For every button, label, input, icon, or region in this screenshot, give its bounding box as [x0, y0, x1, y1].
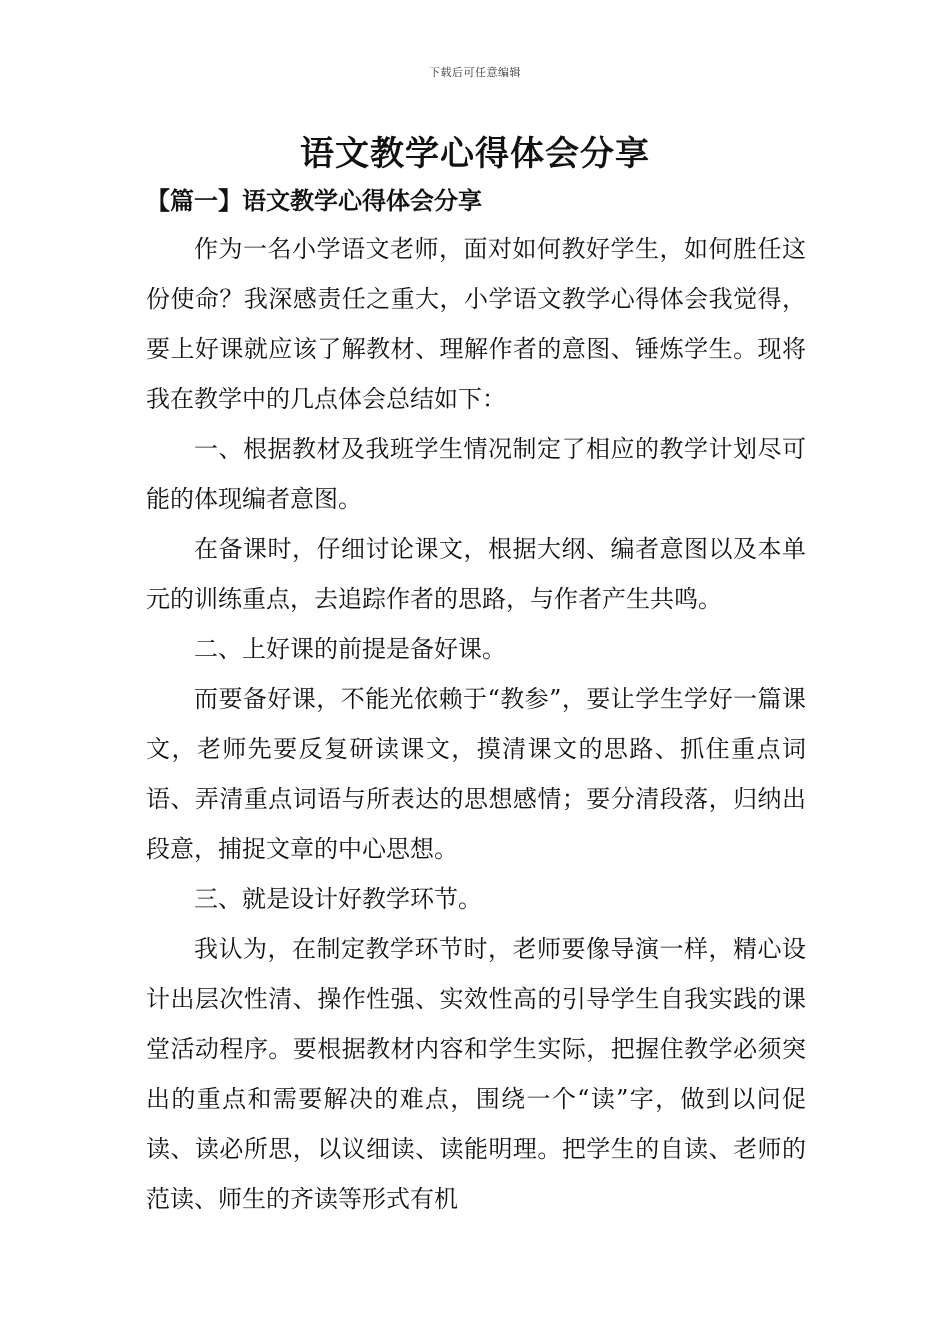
paragraph: 在备课时，仔细讨论课文，根据大纲、编者意图以及本单元的训练重点，去追踪作者的思路，与作者产生共鸣。	[146, 535, 806, 613]
section-heading: 【篇一】语文教学心得体会分享	[146, 186, 482, 215]
paragraph: 一、根据教材及我班学生情况制定了相应的教学计划尽可能的体现编者意图。	[146, 435, 806, 513]
paragraph: 我认为，在制定教学环节时，老师要像导演一样，精心设计出层次性清、操作性强、实效性高的引导学生自我实践的课堂活动程序。要根据教材内容和学生实际，把握住教学必须突出的重点和需要解决的难点，围绕一个“读”字，做到以问促读、读必所思，以议细读、读能明理。把学生的自读、老师的范读、师生的齐读等形式有机	[146, 935, 806, 1213]
document-body	[146, 224, 806, 1224]
document-title: 语文教学心得体会分享	[300, 134, 650, 174]
paragraph: 三、就是设计好教学环节。	[194, 885, 482, 913]
header-note: 下载后可任意编辑	[429, 66, 521, 79]
paragraph: 作为一名小学语文老师，面对如何教好学生，如何胜任这份使命？我深感责任之重大，小学语文教学心得体会我觉得，要上好课就应该了解教材、理解作者的意图、锤炼学生。现将我在教学中的几点体会总结如下：	[146, 235, 806, 413]
paragraph: 二、上好课的前提是备好课。	[194, 635, 506, 663]
paragraph: 而要备好课，不能光依赖于“教参”，要让学生学好一篇课文，老师先要反复研读课文，摸清课文的思路、抓住重点词语、弄清重点词语与所表达的思想感情；要分清段落，归纳出段意，捕捉文章的中心思想。	[146, 685, 806, 863]
